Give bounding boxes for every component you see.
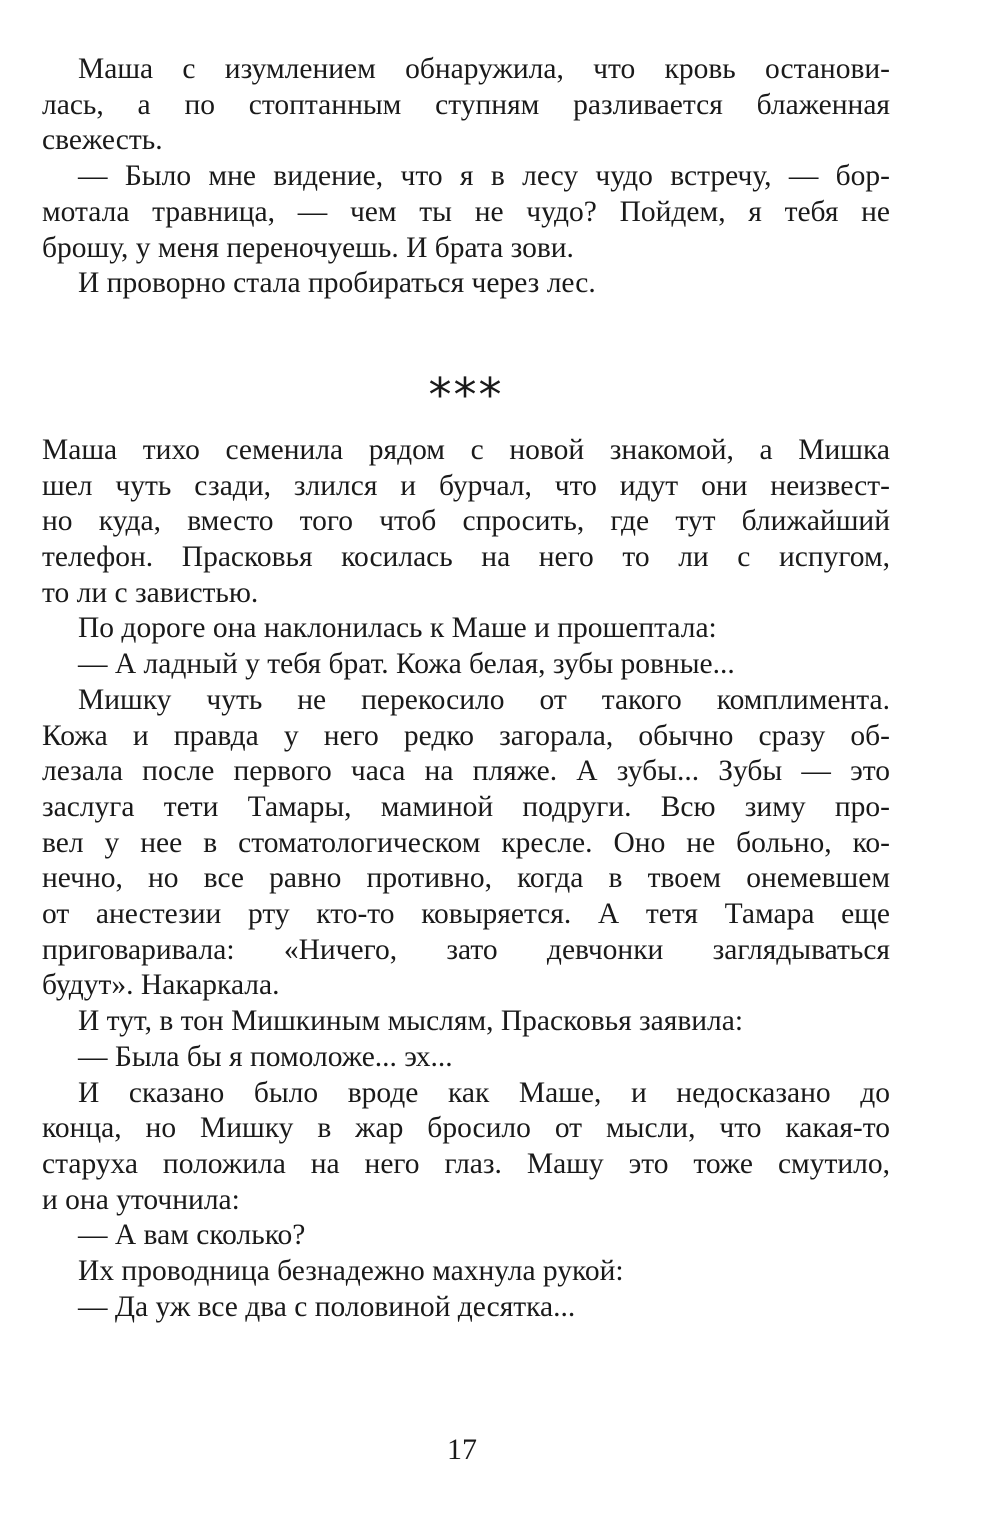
text-line: — Было мне видение, что я в лесу чудо встречу, — бор-	[78, 160, 890, 193]
text-line: и она уточнила:	[42, 1183, 240, 1216]
text-line: — А вам сколько?	[78, 1219, 306, 1252]
text-line: вел у нее в стоматологическом кресле. Оно не больно, ко-	[42, 826, 890, 859]
page-number: 17	[447, 1433, 477, 1466]
text-line: нечно, но все равно противно, когда в твоем онемевшем	[42, 862, 890, 895]
text-line: Их проводница безнадежно махнула рукой:	[78, 1255, 624, 1288]
text-line: брошу, у меня переночуешь. И брата зови.	[42, 231, 574, 264]
text-line: то ли с завистью.	[42, 576, 259, 609]
text-line: — Да уж все два с половиной десятка...	[78, 1290, 576, 1323]
text-line: — Была бы я помоложе... эх...	[78, 1040, 453, 1073]
text-line: Мишку чуть не перекосило от такого комплимента.	[78, 683, 890, 716]
text-line: мотала травница, — чем ты не чудо? Пойдем, я тебя не	[42, 195, 890, 228]
text-line: Маша с изумлением обнаружила, что кровь останови-	[78, 53, 890, 85]
text-line: Маша тихо семенила рядом с новой знакомой, а Мишка	[42, 433, 890, 466]
text-line: от анестезии рту кто-то ковыряется. А тетя Тамара еще	[42, 898, 890, 931]
text-line: заслуга тети Тамары, маминой подруги. Всю зиму про-	[42, 790, 890, 823]
text-line: лась, а по стоптанным ступням разливается блаженная	[42, 88, 890, 121]
text-line: но куда, вместо того чтоб спросить, где тут ближайший	[42, 505, 890, 538]
text-line: телефон. Прасковья косилась на него то ли с испугом,	[42, 541, 890, 574]
book-page	[42, 52, 890, 1326]
text-line: свежесть.	[42, 124, 163, 157]
text-line: Кожа и правда у него редко загорала, обычно сразу об-	[42, 719, 890, 752]
text-line: шел чуть сзади, злился и бурчал, что идут они неизвест-	[42, 469, 890, 502]
text-line: приговаривала: «Ничего, зато девчонки заглядываться	[42, 933, 890, 966]
text-line: конца, но Мишку в жар бросило от мысли, что какая-то	[42, 1112, 890, 1145]
section-divider: ***	[428, 367, 504, 422]
text-line: будут». Накаркала.	[42, 969, 280, 1002]
text-line: лезала после первого часа на пляже. А зубы... Зубы — это	[42, 755, 890, 788]
text-line: старуха положила на него глаз. Машу это тоже смутило,	[42, 1147, 890, 1180]
text-line: И проворно стала пробираться через лес.	[78, 267, 596, 300]
text-line: И тут, в тон Мишкиным мыслям, Прасковья заявила:	[78, 1005, 744, 1038]
text-line: И сказано было вроде как Маше, и недосказано до	[78, 1076, 890, 1109]
section-1	[42, 52, 890, 302]
section-2	[42, 433, 890, 1326]
text-line: — А ладный у тебя брат. Кожа белая, зубы ровные...	[78, 648, 735, 681]
text-line: По дороге она наклонилась к Маше и прошептала:	[78, 612, 717, 645]
